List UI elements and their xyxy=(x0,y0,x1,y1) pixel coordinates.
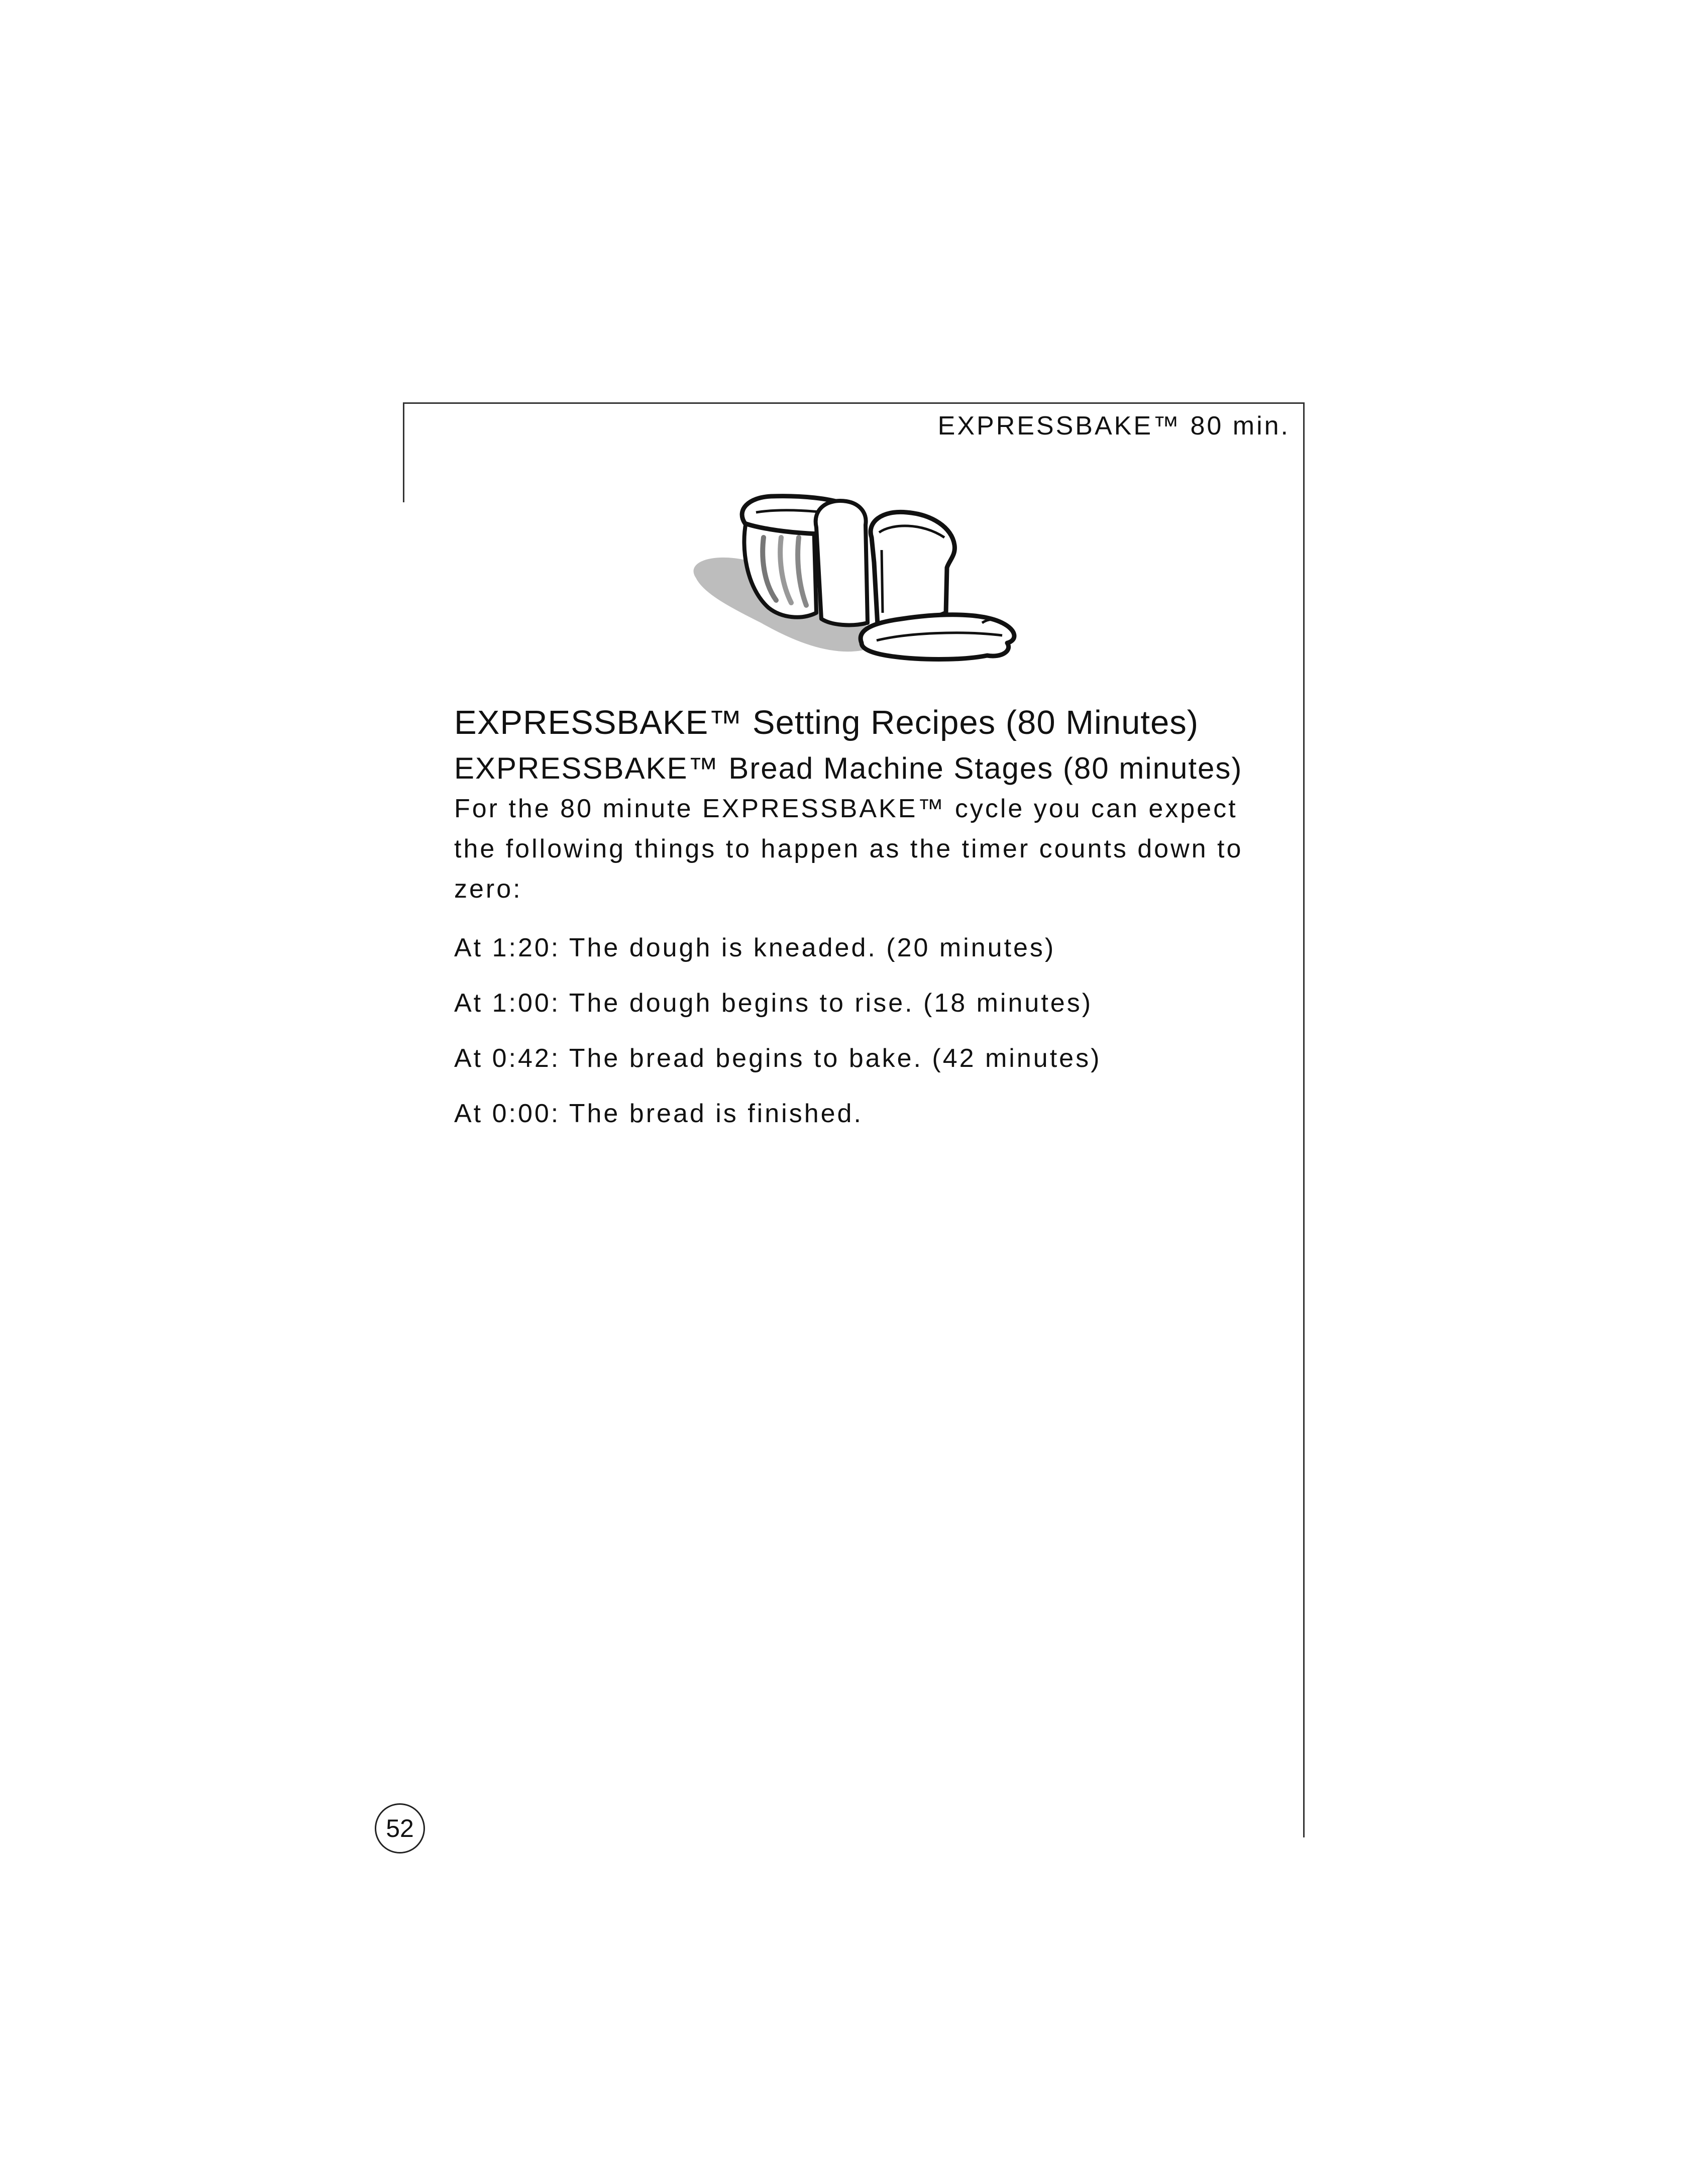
intro-paragraph: For the 80 minute EXPRESSBAKE™ cycle you can expect the following things to happen as the timer counts down to zero: xyxy=(454,794,1243,904)
running-head: EXPRESSBAKE™ 80 min. xyxy=(937,411,1290,441)
stage-item: At 1:20: The dough is kneaded. (20 minutes) xyxy=(454,933,1056,962)
stage-item: At 0:42: The bread begins to bake. (42 minutes) xyxy=(454,1044,1102,1073)
section-title: EXPRESSBAKE™ Setting Recipes (80 Minutes) xyxy=(454,704,1199,741)
stage-item: At 0:00: The bread is finished. xyxy=(454,1099,863,1128)
frame-top-rule xyxy=(403,402,1305,404)
page-number: 52 xyxy=(375,1803,425,1854)
frame-right-rule xyxy=(1303,402,1305,1837)
stage-list xyxy=(454,920,1278,1141)
frame-left-rule xyxy=(403,402,404,502)
section-subtitle: EXPRESSBAKE™ Bread Machine Stages (80 minutes) xyxy=(454,751,1243,785)
stage-item: At 1:00: The dough begins to rise. (18 minutes) xyxy=(454,989,1093,1018)
recipe-section xyxy=(454,703,1278,1141)
bread-loaf-icon xyxy=(681,462,1027,673)
